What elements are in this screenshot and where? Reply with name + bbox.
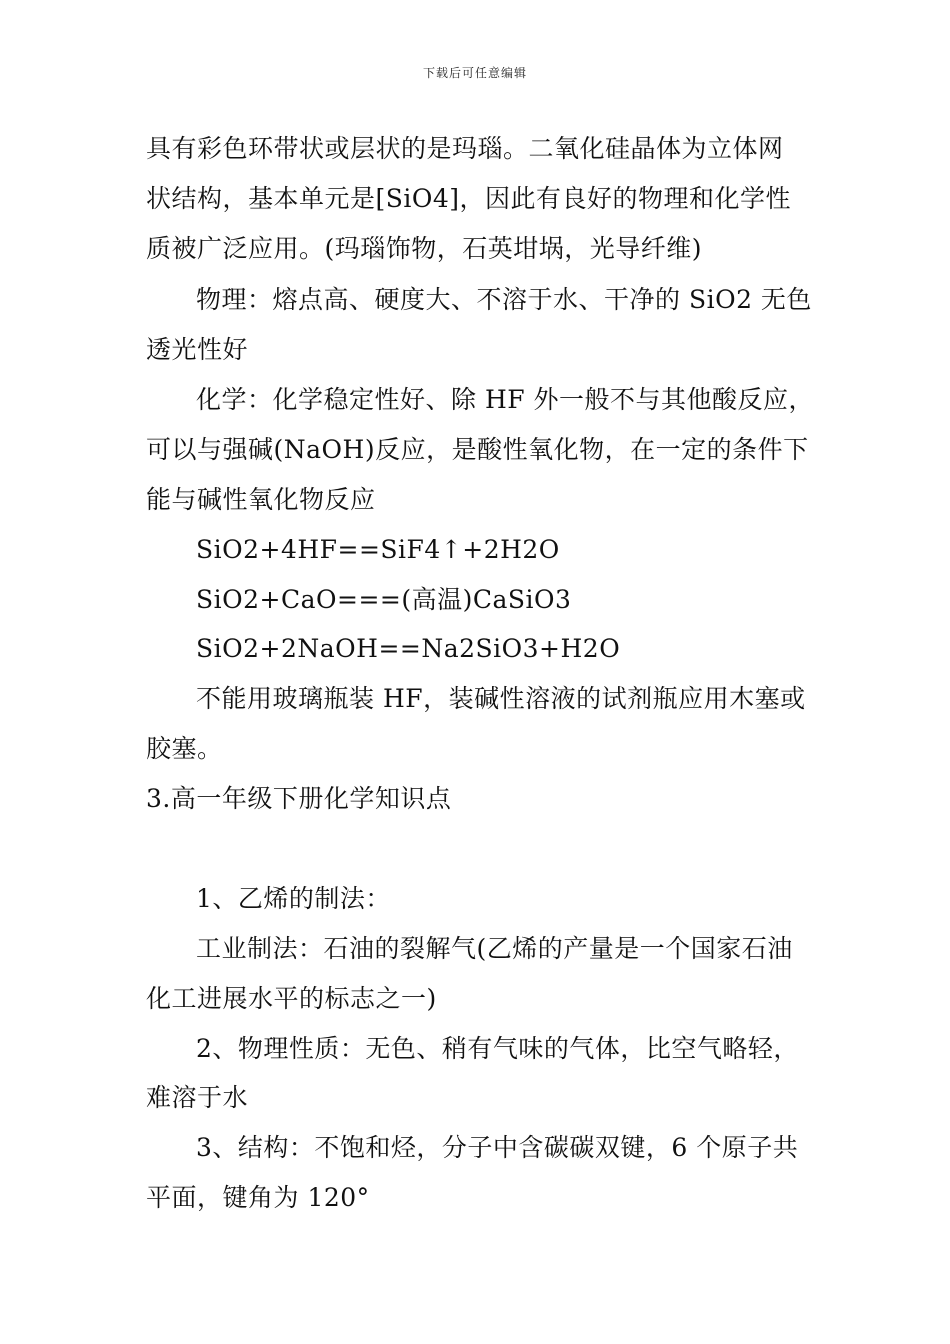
equation-line: SiO2+CaO===(高温)CaSiO3 <box>196 585 572 614</box>
text-line: 化学：化学稳定性好、除 HF 外一般不与其他酸反应， <box>196 385 815 414</box>
section-heading: 3.高一年级下册化学知识点 <box>146 784 452 813</box>
text-line: 物理：熔点高、硬度大、不溶于水、干净的 SiO2 无色 <box>196 285 812 314</box>
text-line: 质被广泛应用。(玛瑙饰物，石英坩埚，光导纤维) <box>146 234 703 263</box>
text-line: 平面，键角为 120° <box>146 1183 370 1212</box>
text-line: 1、乙烯的制法： <box>196 884 391 913</box>
text-line: 可以与强碱(NaOH)反应，是酸性氧化物，在一定的条件下 <box>146 435 809 464</box>
equation-line: SiO2+2NaOH==Na2SiO3+H2O <box>196 634 621 663</box>
equation-line: SiO2+4HF==SiF4↑+2H2O <box>196 535 560 564</box>
text-line: 胶塞。 <box>146 734 223 763</box>
text-line: 难溶于水 <box>146 1083 249 1112</box>
text-line: 具有彩色环带状或层状的是玛瑙。二氧化硅晶体为立体网 <box>146 134 784 163</box>
text-line: 状结构，基本单元是[SiO4]，因此有良好的物理和化学性 <box>146 184 792 213</box>
text-line: 2、物理性质：无色、稍有气味的气体，比空气略轻， <box>196 1034 799 1063</box>
text-line: 不能用玻璃瓶装 HF，装碱性溶液的试剂瓶应用木塞或 <box>196 684 806 713</box>
text-line: 透光性好 <box>146 335 249 364</box>
text-line: 3、结构：不饱和烃，分子中含碳碳双键，6 个原子共 <box>196 1133 799 1162</box>
header-note: 下载后可任意编辑 <box>422 66 527 80</box>
text-line: 能与碱性氧化物反应 <box>146 485 376 514</box>
text-line: 工业制法：石油的裂解气(乙烯的产量是一个国家石油 <box>196 934 793 963</box>
text-line: 化工进展水平的标志之一) <box>146 984 437 1013</box>
